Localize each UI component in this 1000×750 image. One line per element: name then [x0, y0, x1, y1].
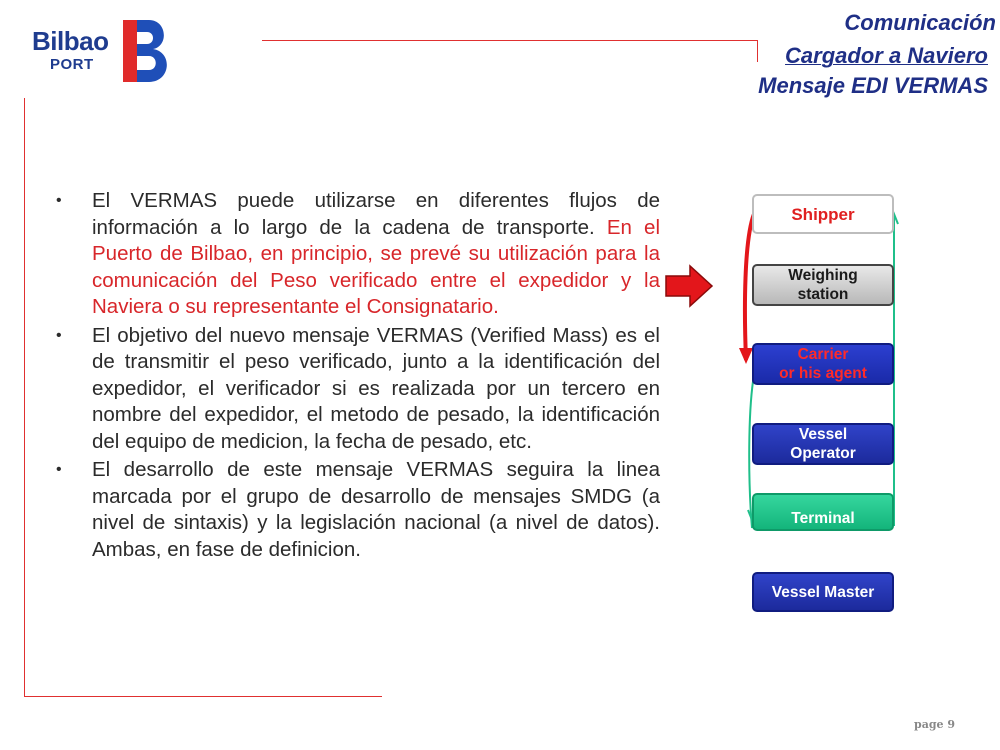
- page-number: page 9: [914, 718, 955, 731]
- header-rule-tick: [757, 40, 758, 62]
- bilbao-port-logo: [32, 22, 167, 84]
- header-rule: [262, 40, 757, 41]
- shipper-box: [752, 194, 894, 234]
- weighing-label-1: Weighing: [788, 267, 858, 284]
- bullet-item: [52, 457, 660, 563]
- vessel-operator-label-1: Vessel: [798, 426, 848, 443]
- weighing-station-box: [752, 264, 894, 306]
- weighing-label-2: station: [797, 286, 849, 303]
- carrier-label-2: or his agent: [779, 365, 867, 382]
- bullet-text: El objetivo del nuevo mensaje VERMAS (Verified Mass) es el de transmitir el peso verificado, junto a la identificación del expedidor, el verificador si es realizada por un tercero en nombre del expedidor, el metodo de pesado, la identificación del equipo de medicion, la fecha de pesado, etc.: [92, 323, 660, 453]
- logo-b-icon: [117, 14, 177, 86]
- bullet-text: El VERMAS puede utilizarse en diferentes flujos de información a lo largo de la cadena de transporte.: [92, 189, 660, 239]
- left-rule: [24, 98, 25, 696]
- bullet-item: [52, 188, 660, 321]
- title-line-1: Comunicación: [844, 10, 996, 35]
- title-line-2: Cargador a Naviero: [785, 43, 988, 68]
- bullet-dot: •: [56, 192, 62, 209]
- vessel-operator-box: [752, 423, 894, 465]
- title-line-3: Mensaje EDI VERMAS: [758, 73, 988, 98]
- terminal-label: Terminal: [791, 510, 855, 527]
- bullet-list: [52, 188, 660, 565]
- logo-word: Bilbao: [32, 26, 109, 56]
- red-arrow-icon: [664, 264, 714, 308]
- vessel-master-label: Vessel Master: [771, 583, 875, 601]
- carrier-box: [752, 343, 894, 385]
- carrier-label-1: Carrier: [797, 346, 849, 363]
- bullet-dot: •: [56, 461, 62, 478]
- bullet-text: El desarrollo de este mensaje VERMAS seguira la linea marcada por el grupo de desarrollo de mensajes SMDG (a nivel de sintaxis) y la legislación nacional (a nivel de datos). Ambas, en fase de definicion.: [92, 458, 660, 561]
- bullet-dot: •: [56, 326, 62, 344]
- bullet-text-highlight: En el Puerto de Bilbao, en principio, se prevé su utilización para la comunicación del Peso verificado entre el expedidor y la Naviera o su representante el Consignatario.: [92, 215, 660, 318]
- vessel-operator-label-2: Operator: [790, 445, 856, 462]
- vessel-master-box: [752, 572, 894, 612]
- logo-sub: PORT: [50, 56, 94, 73]
- shipper-label: Shipper: [791, 204, 855, 224]
- bullet-item: [52, 323, 660, 456]
- terminal-box: [752, 493, 894, 531]
- bottom-rule: [24, 696, 382, 697]
